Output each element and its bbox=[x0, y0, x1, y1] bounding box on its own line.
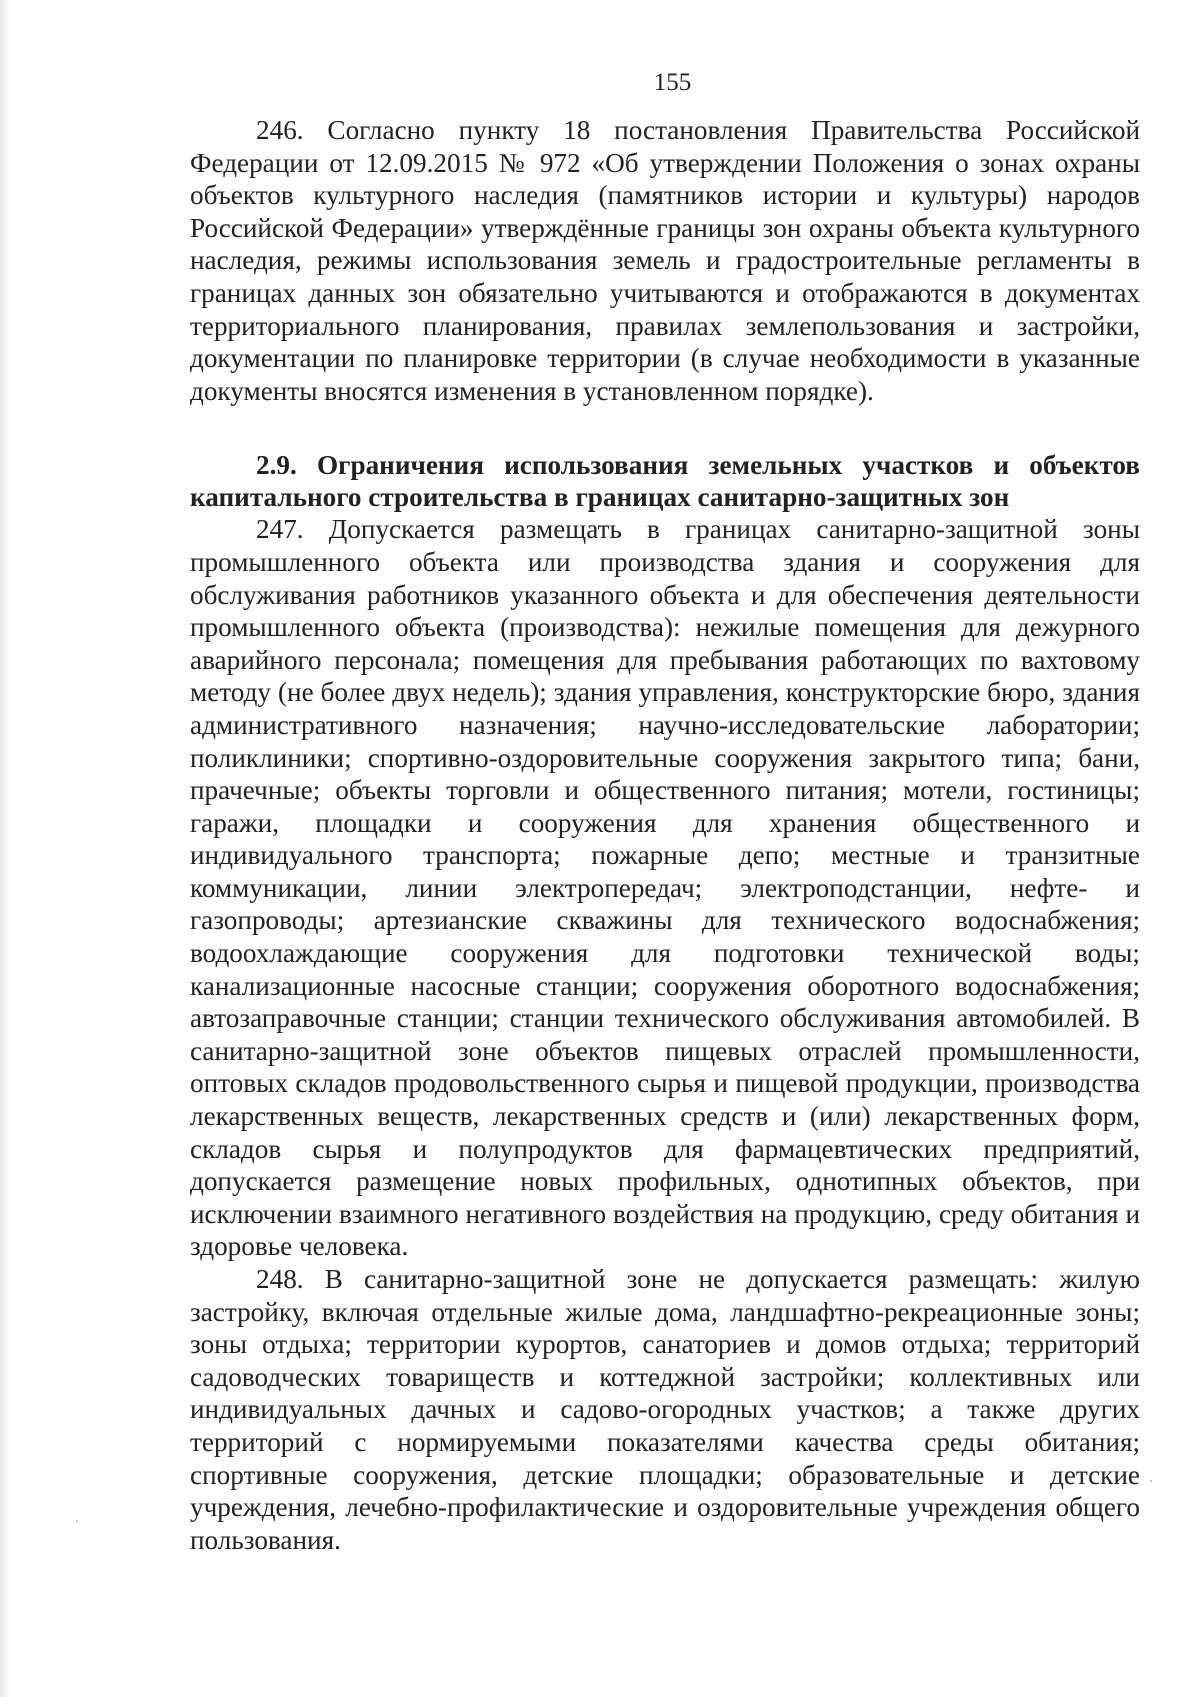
scan-speck bbox=[76, 1520, 78, 1522]
paragraph-247: 247. Допускается размещать в границах санитарно-защитной зоны промышленного объекта или производства здания и сооружения для обслуживания работников указанного объекта и для обеспечения деятельности промышленного объекта (производства): нежилые помещения для дежурного аварийного персонала; помещения для пребывания работающих по вахтовому методу (не более двух недель); здания управления, конструкторские бюро, здания административного назначения; научно-исследовательские лаборатории; поликлиники; спортивно-оздоровительные сооружения закрытого типа; бани, прачечные; объекты торговли и общественного питания; мотели, гостиницы; гаражи, площадки и сооружения для хранения общественного и индивидуального транспорта; пожарные депо; местные и транзитные коммуникации, линии электропередач; электроподстанции, нефте- и газопроводы; артезианские скважины для технического водоснабжения; водоохлаждающие сооружения для подготовки технической воды; канализационные насосные станции; сооружения оборотного водоснабжения; автозаправочные станции; станции технического обслуживания автомобилей. В санитарно-защитной зоне объектов пищевых отраслей промышленности, оптовых складов продовольственного сырья и пищевой продукции, производства лекарственных веществ, лекарственных средств и (или) лекарственных форм, складов сырья и полупродуктов для фармацевтических предприятий, допускается размещение новых профильных, однотипных объектов, при исключении взаимного негативного воздействия на продукцию, среду обитания и здоровье человека. bbox=[190, 514, 1140, 1262]
paragraph-246: 246. Согласно пункту 18 постановления Правительства Российской Федерации от 12.09.2015 № 972 «Об утверждении Положения о зонах охраны объектов культурного наследия (памятников истории и культуры) народов Российской Федерации» утверждённые границы зон охраны объекта культурного наследия, режимы использования земель и градостроительные регламенты в границах данных зон обязательно учитываются и отображаются в документах территориального планирования, правилах землепользования и застройки, документации по планировке территории (в случае необходимости в указанные документы вносятся изменения в установленном порядке). bbox=[190, 115, 1140, 406]
paragraph-248: 248. В санитарно-защитной зоне не допускается размещать: жилую застройку, включая отдельные жилые дома, ландшафтно-рекреационные зоны; зоны отдыха; территории курортов, санаториев и домов отдыха; территорий садоводческих товариществ и коттеджной застройки; коллективных или индивидуальных дачных и садово-огородных участков; а также других территорий с нормируемыми показателями качества среды обитания; спортивные сооружения, детские площадки; образовательные и детские учреждения, лечебно-профилактические и оздоровительные учреждения общего пользования. bbox=[190, 1264, 1140, 1555]
scan-edge-shadow bbox=[0, 0, 10, 1697]
scan-speck bbox=[1150, 1480, 1152, 1482]
section-heading: 2.9. Ограничения использования земельных участков и объектов капитального строительства в границах санитарно-защитных зон bbox=[190, 450, 1140, 513]
page-number: 155 bbox=[653, 69, 692, 96]
document-body bbox=[190, 114, 1140, 1556]
